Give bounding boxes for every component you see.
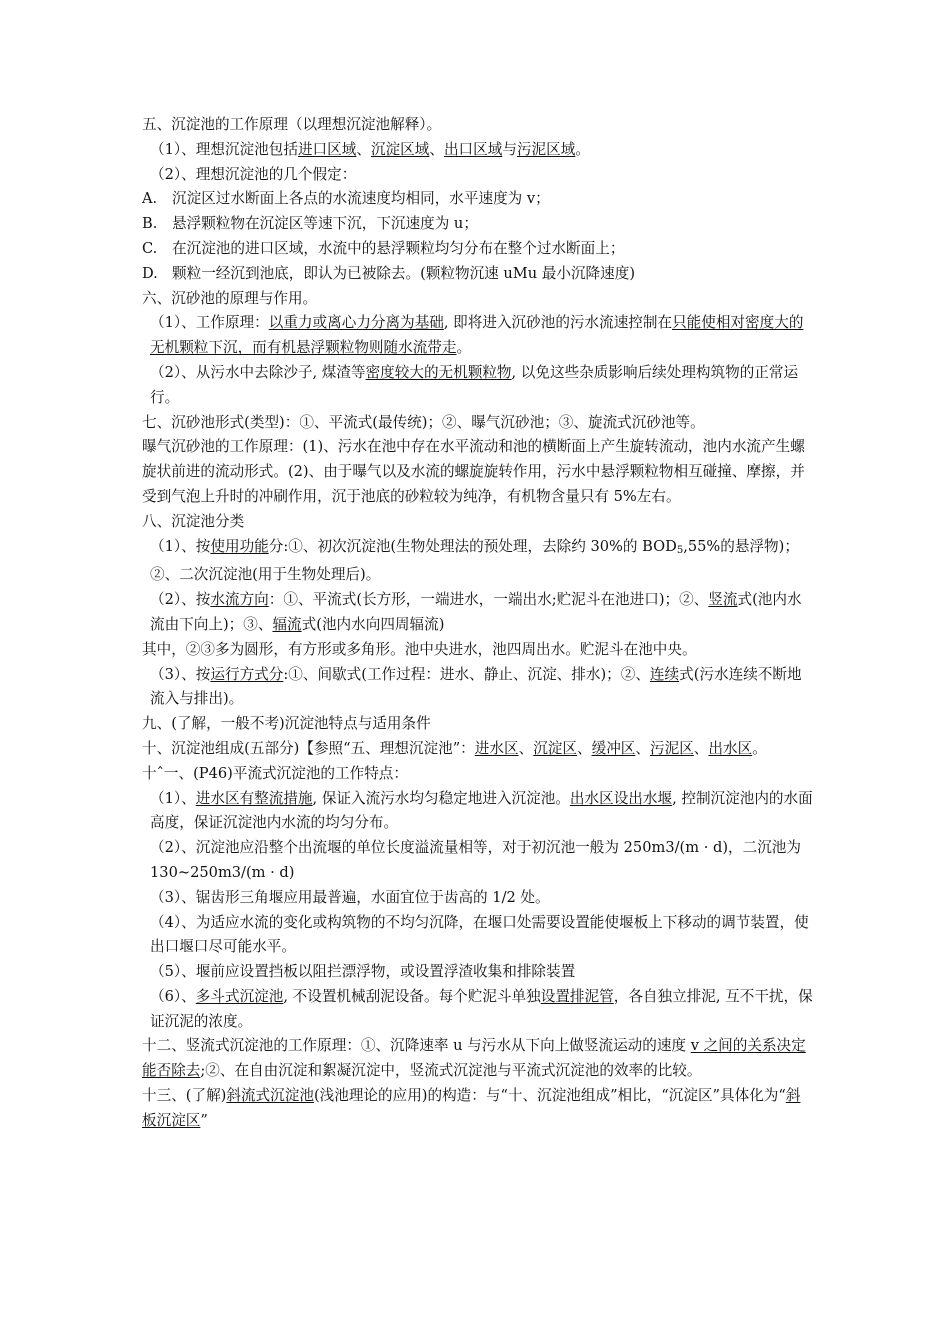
- section-6-item-1: （1）、工作原理：以重力或离心力分离为基础, 即将进入沉砂池的污水流速控制在只能使相对密度大的无机颗粒下沉，而有机悬浮颗粒物则随水流带走。: [150, 314, 804, 357]
- section-8-item-3: （3）、按运行方式分:①、间歇式(工作过程：进水、静止、沉淀、排水)；②、连续式(污水连续不断地流入与排出)。: [150, 665, 802, 708]
- section-7-body: 曝气沉砂池的工作原理：(1)、污水在池中存在水平流动和池的横断面上产生旋转流动，池内水流产生螺旋状前进的流动形式。(2)、由于曝气以及水流的螺旋旋转作用，污水中悬浮颗粒物相互碰撞、摩擦，并受到气泡上升时的冲刷作用，沉于池底的砂粒较为纯净，有机物含量只有 5%左右。: [142, 438, 805, 505]
- section-6-item-2: （2）、从污水中去除沙子, 煤渣等密度较大的无机颗粒物, 以免这些杂质影响后续处理构筑物的正常运行。: [150, 363, 799, 406]
- assumption-a: A. 沉淀区过水断面上各点的水流速度均相同，水平速度为 v；: [142, 190, 550, 208]
- assumption-c: C. 在沉淀池的进口区域，水流中的悬浮颗粒均匀分布在整个过水断面上；: [142, 239, 625, 257]
- section-12: 十二、竖流式沉淀池的工作原理：①、沉降速率 u 与污水从下向上做竖流运动的速度 v 之间的关系决定能否除去;②、在自由沉淀和絮凝沉淀中，竖流式沉淀池与平流式沉淀池的效率的比较。: [142, 1037, 806, 1080]
- section-11-item-5: （5）、堰前应设置挡板以阻拦漂浮物，或设置浮渣收集和排除装置: [150, 963, 576, 981]
- document-page: [142, 113, 814, 1134]
- section-11-item-6: （6）、多斗式沉淀池, 不设置机械刮泥设备。每个贮泥斗单独设置排泥管，各自独立排泥, 互不干扰，保证沉泥的浓度。: [150, 987, 813, 1030]
- section-8-item-2: （2）、按水流方向：①、平流式(长方形，一端进水，一端出水;贮泥斗在池进口)；②、竖流式(池内水流由下向上)；③、辐流式(池内水向四周辐流): [150, 591, 802, 633]
- section-5-item-1: （1）、理想沉淀池包括进口区域、沉淀区域、出口区域与污泥区域。: [150, 140, 590, 158]
- section-5-item-2: （2）、理想沉淀池的几个假定：: [150, 165, 357, 183]
- section-8-item-1: （1）、按使用功能分:①、初次沉淀池(生物处理法的预处理，去除约 30%的 $BOD_5,55\%$的悬浮物)；②、二次沉淀池(用于生物处理后)。: [150, 537, 799, 584]
- section-11-item-2: （2）、沉淀池应沿整个出流堰的单位长度溢流量相等，对于初沉池一般为 250m3/(m · d)，二沉池为 130~250m3/(m · d): [150, 839, 801, 881]
- section-11-item-4: （4）、为适应水流的变化或构筑物的不均匀沉降，在堰口处需要设置能使堰板上下移动的调节装置，使出口堰口尽可能水平。: [150, 913, 809, 956]
- section-5-title: 五、沉淀池的工作原理（以理想沉淀池解释）。: [142, 116, 442, 133]
- section-8-note: 其中，②③多为圆形，有方形或多角形。池中央进水，池四周出水。贮泥斗在池中央。: [142, 640, 697, 658]
- section-10: 十、沉淀池组成(五部分)【参照“五、理想沉淀池”：进水区、沉淀区、缓冲区、污泥区、出水区。: [142, 739, 767, 757]
- section-9-title: 九、(了解，一般不考)沉淀池特点与适用条件: [142, 715, 431, 733]
- section-11-item-1: （1）、进水区有整流措施, 保证入流污水均匀稳定地进入沉淀池。出水区设出水堰, 控制沉淀池内的水面高度，保证沉淀池内水流的均匀分布。: [150, 789, 813, 832]
- section-7-title: 七、沉砂池形式(类型)：①、平流式(最传统)；②、曝气沉砂池；③、旋流式沉砂池等。: [142, 413, 705, 431]
- section-11-title: 十ˆ一、(P46)平流式沉淀池的工作特点：: [142, 764, 408, 782]
- section-6-title: 六、沉砂池的原理与作用。: [142, 289, 318, 307]
- section-13: 十三、(了解)斜流式沉淀池(浅池理论的应用)的构造：与“十、沉淀池组成”相比，“沉淀区”具体化为“斜板沉淀区”: [142, 1087, 801, 1129]
- assumption-b: B. 悬浮颗粒物在沉淀区等速下沉，下沉速度为 u；: [142, 215, 478, 233]
- assumption-d: D. 颗粒一经沉到池底，即认为已被除去。(颗粒物沉速 uMu 最小沉降速度): [142, 264, 636, 282]
- section-11-item-3: （3）、锯齿形三角堰应用最普遍，水面宜位于齿高的 1/2 处。: [150, 888, 550, 906]
- section-8-title: 八、沉淀池分类: [142, 512, 245, 530]
